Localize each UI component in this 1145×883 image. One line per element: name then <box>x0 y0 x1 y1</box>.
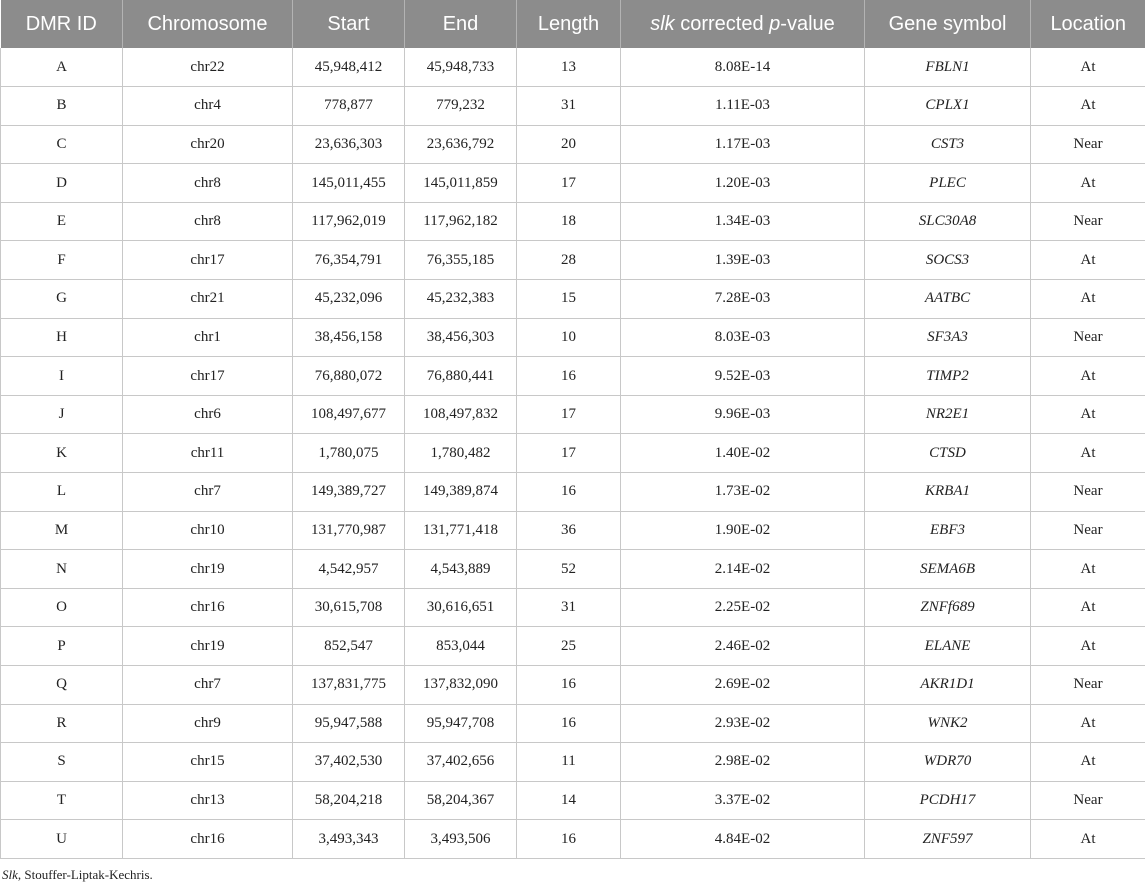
cell-gene-symbol: TIMP2 <box>865 357 1031 396</box>
cell-length: 52 <box>517 550 621 589</box>
cell-end: 1,780,482 <box>405 434 517 473</box>
cell-dmr-id: U <box>1 820 123 859</box>
cell-chromosome: chr8 <box>123 202 293 241</box>
table-row <box>1 202 1145 241</box>
cell-dmr-id: S <box>1 743 123 782</box>
cell-length: 14 <box>517 781 621 820</box>
cell-chromosome: chr7 <box>123 666 293 705</box>
cell-start: 23,636,303 <box>293 125 405 164</box>
cell-dmr-id: Q <box>1 666 123 705</box>
cell-gene-symbol: KRBA1 <box>865 473 1031 512</box>
cell-gene-symbol: ZNFf689 <box>865 588 1031 627</box>
table-row <box>1 125 1145 164</box>
header-end: End <box>405 0 517 48</box>
cell-pvalue: 1.73E-02 <box>621 473 865 512</box>
cell-length: 16 <box>517 357 621 396</box>
cell-end: 3,493,506 <box>405 820 517 859</box>
cell-gene-symbol: CST3 <box>865 125 1031 164</box>
cell-pvalue: 1.90E-02 <box>621 511 865 550</box>
cell-dmr-id: M <box>1 511 123 550</box>
cell-end: 137,832,090 <box>405 666 517 705</box>
table-row <box>1 395 1145 434</box>
cell-end: 853,044 <box>405 627 517 666</box>
cell-gene-symbol: WDR70 <box>865 743 1031 782</box>
cell-chromosome: chr11 <box>123 434 293 473</box>
cell-gene-symbol: CTSD <box>865 434 1031 473</box>
cell-length: 13 <box>517 48 621 87</box>
cell-location: At <box>1031 241 1145 280</box>
table-row <box>1 87 1145 126</box>
cell-location: At <box>1031 588 1145 627</box>
cell-end: 76,880,441 <box>405 357 517 396</box>
cell-length: 20 <box>517 125 621 164</box>
cell-chromosome: chr17 <box>123 241 293 280</box>
cell-location: Near <box>1031 318 1145 357</box>
cell-chromosome: chr4 <box>123 87 293 126</box>
table-row <box>1 666 1145 705</box>
header-pvalue-p: p <box>769 13 780 35</box>
cell-dmr-id: I <box>1 357 123 396</box>
cell-start: 76,354,791 <box>293 241 405 280</box>
table-row <box>1 48 1145 87</box>
table-row <box>1 434 1145 473</box>
cell-location: Near <box>1031 666 1145 705</box>
cell-dmr-id: P <box>1 627 123 666</box>
cell-gene-symbol: SEMA6B <box>865 550 1031 589</box>
cell-dmr-id: C <box>1 125 123 164</box>
cell-gene-symbol: PLEC <box>865 164 1031 203</box>
cell-start: 778,877 <box>293 87 405 126</box>
cell-end: 45,232,383 <box>405 280 517 319</box>
cell-pvalue: 8.03E-03 <box>621 318 865 357</box>
cell-location: At <box>1031 164 1145 203</box>
cell-dmr-id: J <box>1 395 123 434</box>
cell-gene-symbol: NR2E1 <box>865 395 1031 434</box>
cell-length: 17 <box>517 164 621 203</box>
header-length: Length <box>517 0 621 48</box>
cell-start: 4,542,957 <box>293 550 405 589</box>
cell-pvalue: 1.17E-03 <box>621 125 865 164</box>
header-location: Location <box>1031 0 1145 48</box>
cell-pvalue: 1.20E-03 <box>621 164 865 203</box>
cell-gene-symbol: SLC30A8 <box>865 202 1031 241</box>
cell-length: 11 <box>517 743 621 782</box>
cell-pvalue: 9.52E-03 <box>621 357 865 396</box>
cell-start: 30,615,708 <box>293 588 405 627</box>
cell-start: 145,011,455 <box>293 164 405 203</box>
cell-location: At <box>1031 550 1145 589</box>
cell-start: 137,831,775 <box>293 666 405 705</box>
cell-gene-symbol: AKR1D1 <box>865 666 1031 705</box>
cell-length: 31 <box>517 588 621 627</box>
cell-pvalue: 2.46E-02 <box>621 627 865 666</box>
cell-gene-symbol: SOCS3 <box>865 241 1031 280</box>
cell-location: At <box>1031 280 1145 319</box>
cell-dmr-id: G <box>1 280 123 319</box>
cell-chromosome: chr15 <box>123 743 293 782</box>
cell-dmr-id: R <box>1 704 123 743</box>
cell-start: 3,493,343 <box>293 820 405 859</box>
cell-location: Near <box>1031 125 1145 164</box>
cell-pvalue: 2.98E-02 <box>621 743 865 782</box>
cell-pvalue: 8.08E-14 <box>621 48 865 87</box>
cell-length: 28 <box>517 241 621 280</box>
cell-pvalue: 1.40E-02 <box>621 434 865 473</box>
cell-end: 149,389,874 <box>405 473 517 512</box>
cell-location: At <box>1031 357 1145 396</box>
cell-chromosome: chr19 <box>123 550 293 589</box>
cell-end: 37,402,656 <box>405 743 517 782</box>
cell-pvalue: 9.96E-03 <box>621 395 865 434</box>
footnote <box>0 859 1145 883</box>
cell-dmr-id: H <box>1 318 123 357</box>
cell-dmr-id: K <box>1 434 123 473</box>
cell-length: 16 <box>517 666 621 705</box>
cell-pvalue: 7.28E-03 <box>621 280 865 319</box>
cell-gene-symbol: ELANE <box>865 627 1031 666</box>
cell-start: 38,456,158 <box>293 318 405 357</box>
cell-location: At <box>1031 704 1145 743</box>
cell-start: 95,947,588 <box>293 704 405 743</box>
cell-chromosome: chr6 <box>123 395 293 434</box>
cell-location: At <box>1031 627 1145 666</box>
cell-dmr-id: L <box>1 473 123 512</box>
footnote-abbr: Slk <box>2 867 18 882</box>
cell-end: 58,204,367 <box>405 781 517 820</box>
cell-dmr-id: O <box>1 588 123 627</box>
cell-length: 16 <box>517 704 621 743</box>
cell-end: 95,947,708 <box>405 704 517 743</box>
table-body <box>1 48 1145 858</box>
cell-length: 17 <box>517 395 621 434</box>
header-dmr-id: DMR ID <box>1 0 123 48</box>
cell-length: 36 <box>517 511 621 550</box>
cell-pvalue: 2.93E-02 <box>621 704 865 743</box>
cell-end: 76,355,185 <box>405 241 517 280</box>
table-row <box>1 743 1145 782</box>
header-chromosome: Chromosome <box>123 0 293 48</box>
cell-length: 10 <box>517 318 621 357</box>
cell-end: 23,636,792 <box>405 125 517 164</box>
cell-pvalue: 1.11E-03 <box>621 87 865 126</box>
cell-dmr-id: B <box>1 87 123 126</box>
cell-location: Near <box>1031 202 1145 241</box>
cell-dmr-id: T <box>1 781 123 820</box>
cell-chromosome: chr1 <box>123 318 293 357</box>
cell-start: 108,497,677 <box>293 395 405 434</box>
cell-length: 15 <box>517 280 621 319</box>
cell-gene-symbol: WNK2 <box>865 704 1031 743</box>
cell-gene-symbol: PCDH17 <box>865 781 1031 820</box>
cell-chromosome: chr22 <box>123 48 293 87</box>
cell-start: 45,948,412 <box>293 48 405 87</box>
cell-chromosome: chr8 <box>123 164 293 203</box>
cell-chromosome: chr19 <box>123 627 293 666</box>
cell-location: At <box>1031 395 1145 434</box>
cell-start: 131,770,987 <box>293 511 405 550</box>
table-row <box>1 511 1145 550</box>
header-pvalue-slk: slk <box>650 13 674 35</box>
cell-chromosome: chr16 <box>123 820 293 859</box>
cell-dmr-id: N <box>1 550 123 589</box>
cell-start: 37,402,530 <box>293 743 405 782</box>
cell-gene-symbol: CPLX1 <box>865 87 1031 126</box>
cell-end: 30,616,651 <box>405 588 517 627</box>
table-row <box>1 588 1145 627</box>
cell-pvalue: 3.37E-02 <box>621 781 865 820</box>
cell-chromosome: chr7 <box>123 473 293 512</box>
cell-dmr-id: A <box>1 48 123 87</box>
cell-length: 17 <box>517 434 621 473</box>
cell-start: 852,547 <box>293 627 405 666</box>
table-row <box>1 550 1145 589</box>
cell-length: 16 <box>517 473 621 512</box>
cell-dmr-id: E <box>1 202 123 241</box>
cell-location: Near <box>1031 781 1145 820</box>
header-pvalue-mid: corrected <box>675 13 769 35</box>
cell-location: At <box>1031 820 1145 859</box>
cell-end: 779,232 <box>405 87 517 126</box>
table-row <box>1 318 1145 357</box>
cell-end: 117,962,182 <box>405 202 517 241</box>
cell-location: At <box>1031 87 1145 126</box>
cell-pvalue: 1.39E-03 <box>621 241 865 280</box>
table-row <box>1 357 1145 396</box>
table-row <box>1 473 1145 512</box>
cell-start: 1,780,075 <box>293 434 405 473</box>
cell-start: 76,880,072 <box>293 357 405 396</box>
table-row <box>1 704 1145 743</box>
cell-pvalue: 4.84E-02 <box>621 820 865 859</box>
cell-gene-symbol: EBF3 <box>865 511 1031 550</box>
cell-end: 45,948,733 <box>405 48 517 87</box>
cell-start: 149,389,727 <box>293 473 405 512</box>
header-gene-symbol: Gene symbol <box>865 0 1031 48</box>
cell-start: 45,232,096 <box>293 280 405 319</box>
table-row <box>1 781 1145 820</box>
footnote-text: , Stouffer-Liptak-Kechris. <box>18 867 153 882</box>
cell-length: 31 <box>517 87 621 126</box>
cell-start: 117,962,019 <box>293 202 405 241</box>
header-pvalue <box>621 0 865 48</box>
cell-chromosome: chr10 <box>123 511 293 550</box>
cell-start: 58,204,218 <box>293 781 405 820</box>
cell-gene-symbol: SF3A3 <box>865 318 1031 357</box>
cell-length: 25 <box>517 627 621 666</box>
cell-end: 38,456,303 <box>405 318 517 357</box>
header-start: Start <box>293 0 405 48</box>
cell-location: Near <box>1031 511 1145 550</box>
cell-length: 16 <box>517 820 621 859</box>
cell-location: At <box>1031 48 1145 87</box>
cell-chromosome: chr9 <box>123 704 293 743</box>
cell-pvalue: 2.69E-02 <box>621 666 865 705</box>
cell-gene-symbol: AATBC <box>865 280 1031 319</box>
cell-gene-symbol: ZNF597 <box>865 820 1031 859</box>
cell-chromosome: chr17 <box>123 357 293 396</box>
cell-pvalue: 2.25E-02 <box>621 588 865 627</box>
cell-chromosome: chr21 <box>123 280 293 319</box>
cell-dmr-id: D <box>1 164 123 203</box>
cell-location: At <box>1031 743 1145 782</box>
header-pvalue-suffix: -value <box>780 13 834 35</box>
cell-end: 108,497,832 <box>405 395 517 434</box>
cell-end: 145,011,859 <box>405 164 517 203</box>
cell-chromosome: chr16 <box>123 588 293 627</box>
cell-chromosome: chr13 <box>123 781 293 820</box>
cell-end: 4,543,889 <box>405 550 517 589</box>
cell-pvalue: 2.14E-02 <box>621 550 865 589</box>
cell-location: Near <box>1031 473 1145 512</box>
table-row <box>1 241 1145 280</box>
table-row <box>1 820 1145 859</box>
header-row <box>1 0 1145 48</box>
cell-chromosome: chr20 <box>123 125 293 164</box>
table-row <box>1 280 1145 319</box>
cell-location: At <box>1031 434 1145 473</box>
cell-pvalue: 1.34E-03 <box>621 202 865 241</box>
cell-dmr-id: F <box>1 241 123 280</box>
table-row <box>1 627 1145 666</box>
cell-length: 18 <box>517 202 621 241</box>
table-row <box>1 164 1145 203</box>
cell-gene-symbol: FBLN1 <box>865 48 1031 87</box>
cell-end: 131,771,418 <box>405 511 517 550</box>
